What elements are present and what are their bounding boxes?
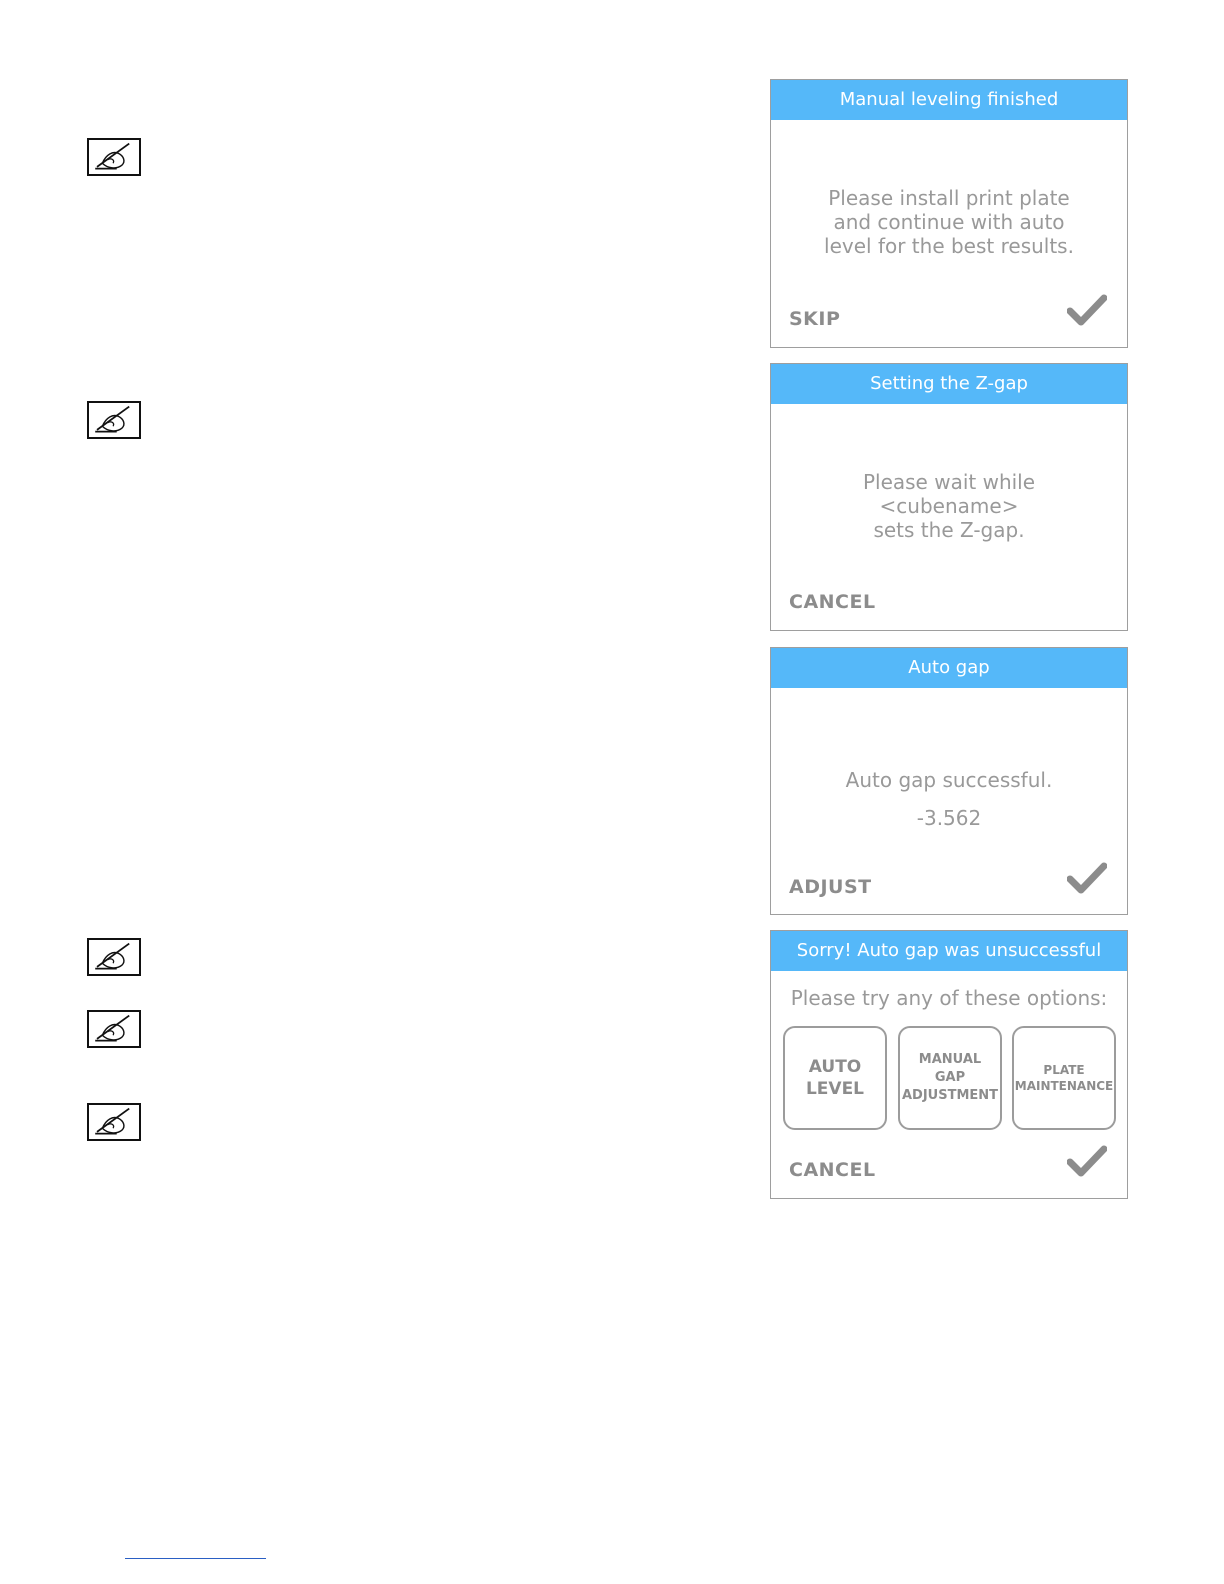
screen-title: Manual leveling finished (771, 80, 1127, 120)
checkmark-icon[interactable] (1067, 294, 1107, 326)
option-label: AUTO LEVEL (805, 1057, 865, 1099)
checkmark-icon[interactable] (1067, 1145, 1107, 1177)
screen-manual-leveling-finished (770, 79, 1128, 348)
options-prompt: Please try any of these options: (790, 986, 1108, 1010)
note-pencil-icon (87, 938, 141, 976)
note-pencil-icon (87, 1010, 141, 1048)
screen-message: Please wait while <cubename> sets the Z-gap. (862, 470, 1036, 542)
note-pencil-icon (87, 1103, 141, 1141)
adjust-button[interactable]: ADJUST (789, 876, 872, 898)
screen-title: Auto gap (771, 648, 1127, 688)
cancel-button[interactable]: CANCEL (789, 1159, 876, 1181)
auto-gap-value: -3.562 (916, 806, 982, 830)
note-pencil-icon (87, 401, 141, 439)
manual-gap-adjustment-button[interactable] (898, 1026, 1002, 1130)
screen-title: Setting the Z-gap (771, 364, 1127, 404)
cancel-button[interactable]: CANCEL (789, 591, 876, 613)
screen-message: Please install print plate and continue with auto level for the best results. (824, 186, 1074, 258)
auto-level-button[interactable] (783, 1026, 887, 1130)
plate-maintenance-button[interactable] (1012, 1026, 1116, 1130)
screen-setting-zgap (770, 363, 1128, 631)
footer-link-underline[interactable] (125, 1558, 266, 1559)
option-label: PLATE MAINTENANCE (1014, 1063, 1114, 1093)
checkmark-icon[interactable] (1067, 862, 1107, 894)
note-pencil-icon (87, 138, 141, 176)
option-label: MANUAL GAP ADJUSTMENT (901, 1052, 999, 1103)
screen-auto-gap (770, 647, 1128, 915)
screen-auto-gap-unsuccessful (770, 930, 1128, 1199)
screen-message: Auto gap successful. (845, 768, 1053, 792)
skip-button[interactable]: SKIP (789, 308, 841, 330)
screen-title: Sorry! Auto gap was unsuccessful (771, 931, 1127, 971)
